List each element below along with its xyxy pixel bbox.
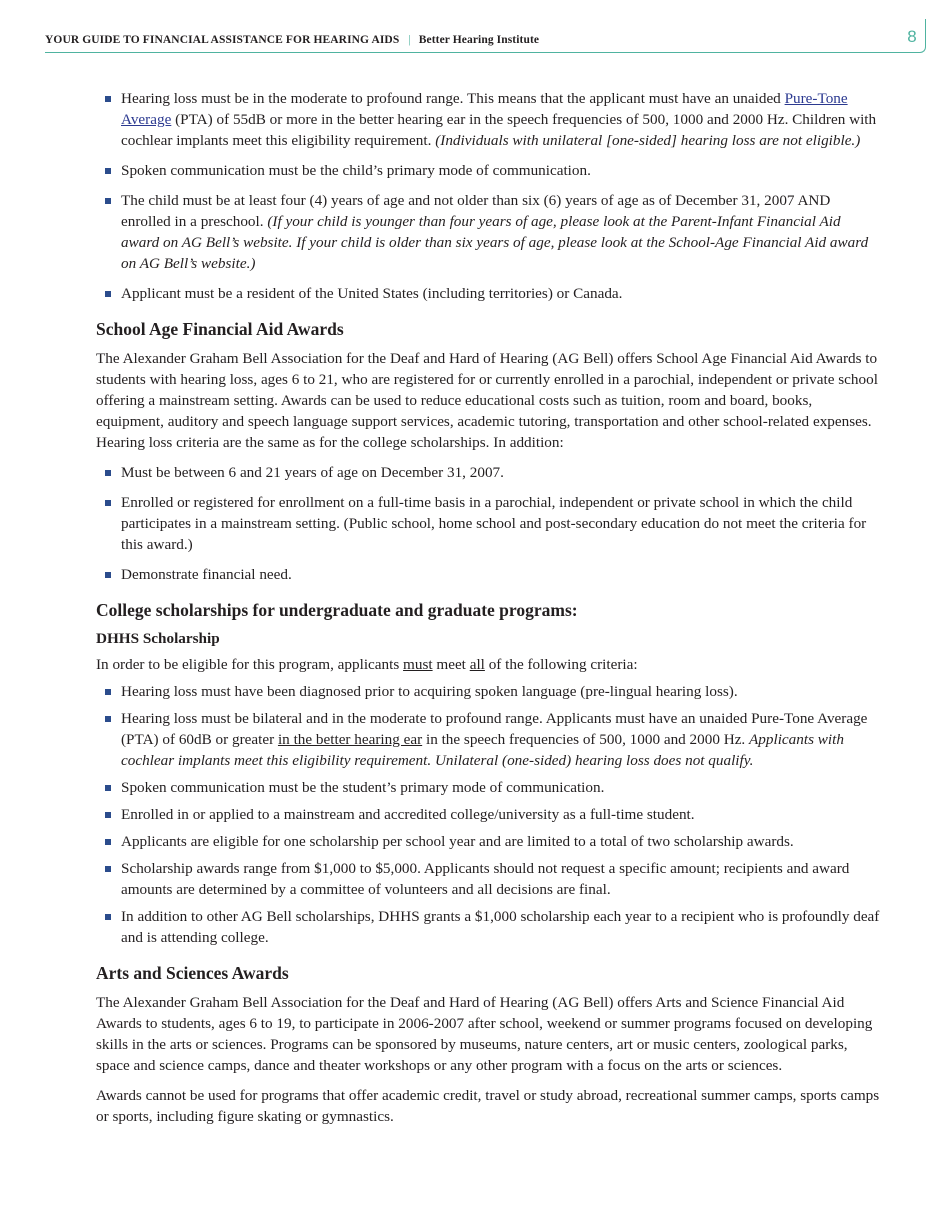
list-item: Enrolled in or applied to a mainstream and accredited college/university as a full-time student. xyxy=(96,804,882,825)
school-age-paragraph: The Alexander Graham Bell Association for the Deaf and Hard of Hearing (AG Bell) offers School Age Financial Aid Awards to students with hearing loss, ages 6 to 21, who are registered for or currently enrolled in a parochial, independent or private school offering a mainstream setting. Awards can be used to reduce educational costs such as tuition, room and board, books, equipment, auditory and speech language support services, academic tutoring, transportation and other school-related expenses. Hearing loss criteria are the same as for the college scholarships. In addition: xyxy=(96,350,878,451)
list-item: Hearing loss must be in the moderate to profound range. This means that the applicant must have an unaided Pure-Tone Average (PTA) of 55dB or more in the better hearing ear in the speech frequencies of 500, 1000 and 2000 Hz. Children with cochlear implants meet this eligibility requirement. (Individuals with unilateral [one-sided] hearing loss are not eligible.) xyxy=(96,88,882,151)
dhhs-criteria-list xyxy=(96,681,882,948)
arts-heading: Arts and Sciences Awards xyxy=(96,963,289,983)
bullet-icon xyxy=(105,812,111,818)
bullet-icon xyxy=(105,866,111,872)
list-item: Spoken communication must be the child’s primary mode of communication. xyxy=(96,160,882,181)
guide-title: YOUR GUIDE TO FINANCIAL ASSISTANCE FOR HEARING AIDS xyxy=(45,34,400,46)
bullet-icon xyxy=(105,716,111,722)
bullet-icon xyxy=(105,198,111,204)
list-item: Scholarship awards range from $1,000 to $5,000. Applicants should not request a specific amount; recipients and award amounts are determined by a committee of volunteers and all decisions are final. xyxy=(96,858,882,900)
bullet-icon xyxy=(105,96,111,102)
list-item: Hearing loss must be bilateral and in the moderate to profound range. Applicants must have an unaided Pure-Tone Average (PTA) of 60dB or greater in the better hearing ear in the speech frequencies of 500, 1000 and 2000 Hz. Applicants with cochlear implants meet this eligibility requirement. Unilateral (one-sided) hearing loss does not qualify. xyxy=(96,708,882,771)
bullet-icon xyxy=(105,689,111,695)
college-heading: College scholarships for undergraduate and graduate programs: xyxy=(96,600,578,620)
bullet-icon xyxy=(105,572,111,578)
header-separator: | xyxy=(408,34,411,46)
eligibility-list xyxy=(96,88,882,304)
arts-paragraph-1: The Alexander Graham Bell Association for the Deaf and Hard of Hearing (AG Bell) offers Arts and Science Financial Aid Awards to students, ages 6 to 19, to participate in 2006-2007 after school, weekend or summer programs focused on developing skills in the arts or sciences. Programs can be sponsored by museums, nature centers, art or music centers, zoological parks, space and science camps, dance and theater workshops or any other program with a focus on the arts or sciences. xyxy=(96,994,873,1074)
pure-tone-average-link[interactable]: Pure-Tone Average xyxy=(121,90,848,128)
list-item: Enrolled or registered for enrollment on a full-time basis in a parochial, independent or private school in which the child participates in a mainstream setting. (Public school, home school and post-secondary education do not meet the criteria for this award.) xyxy=(96,492,882,555)
school-age-list xyxy=(96,462,882,585)
list-item: Demonstrate financial need. xyxy=(96,564,882,585)
list-item: Spoken communication must be the student’s primary mode of communication. xyxy=(96,777,882,798)
list-item: The child must be at least four (4) years of age and not older than six (6) years of age as of December 31, 2007 AND enrolled in a preschool. (If your child is younger than four years of age, please look at the Parent-Infant Financial Aid award on AG Bell’s website. If your child is older than six years of age, please look at the School-Age Financial Aid award on AG Bell’s website.) xyxy=(96,190,882,274)
bullet-icon xyxy=(105,500,111,506)
school-age-heading: School Age Financial Aid Awards xyxy=(96,319,344,339)
bullet-icon xyxy=(105,291,111,297)
bullet-icon xyxy=(105,168,111,174)
institute-name: Better Hearing Institute xyxy=(418,34,540,46)
list-item: In addition to other AG Bell scholarships, DHHS grants a $1,000 scholarship each year to a recipient who is profoundly deaf and is attending college. xyxy=(96,906,882,948)
bullet-icon xyxy=(105,914,111,920)
page-number: 8 xyxy=(907,27,917,46)
list-item: Applicants are eligible for one scholarship per school year and are limited to a total of two scholarship awards. xyxy=(96,831,882,852)
list-item: Must be between 6 and 21 years of age on December 31, 2007. xyxy=(96,462,882,483)
bullet-icon xyxy=(105,839,111,845)
bullet-icon xyxy=(105,470,111,476)
arts-paragraph-2: Awards cannot be used for programs that offer academic credit, travel or study abroad, recreational summer camps, sports camps or sports, including figure skating or gymnastics. xyxy=(96,1087,880,1125)
list-item: Hearing loss must have been diagnosed prior to acquiring spoken language (pre-lingual hearing loss). xyxy=(96,681,882,702)
dhhs-intro: In order to be eligible for this program, applicants must meet all of the following criteria: xyxy=(96,656,638,673)
page-content xyxy=(96,86,882,1136)
header-rule xyxy=(45,52,915,53)
bullet-icon xyxy=(105,785,111,791)
running-header xyxy=(45,34,539,46)
dhhs-subheading: DHHS Scholarship xyxy=(96,630,220,647)
list-item: Applicant must be a resident of the United States (including territories) or Canada. xyxy=(96,283,882,304)
